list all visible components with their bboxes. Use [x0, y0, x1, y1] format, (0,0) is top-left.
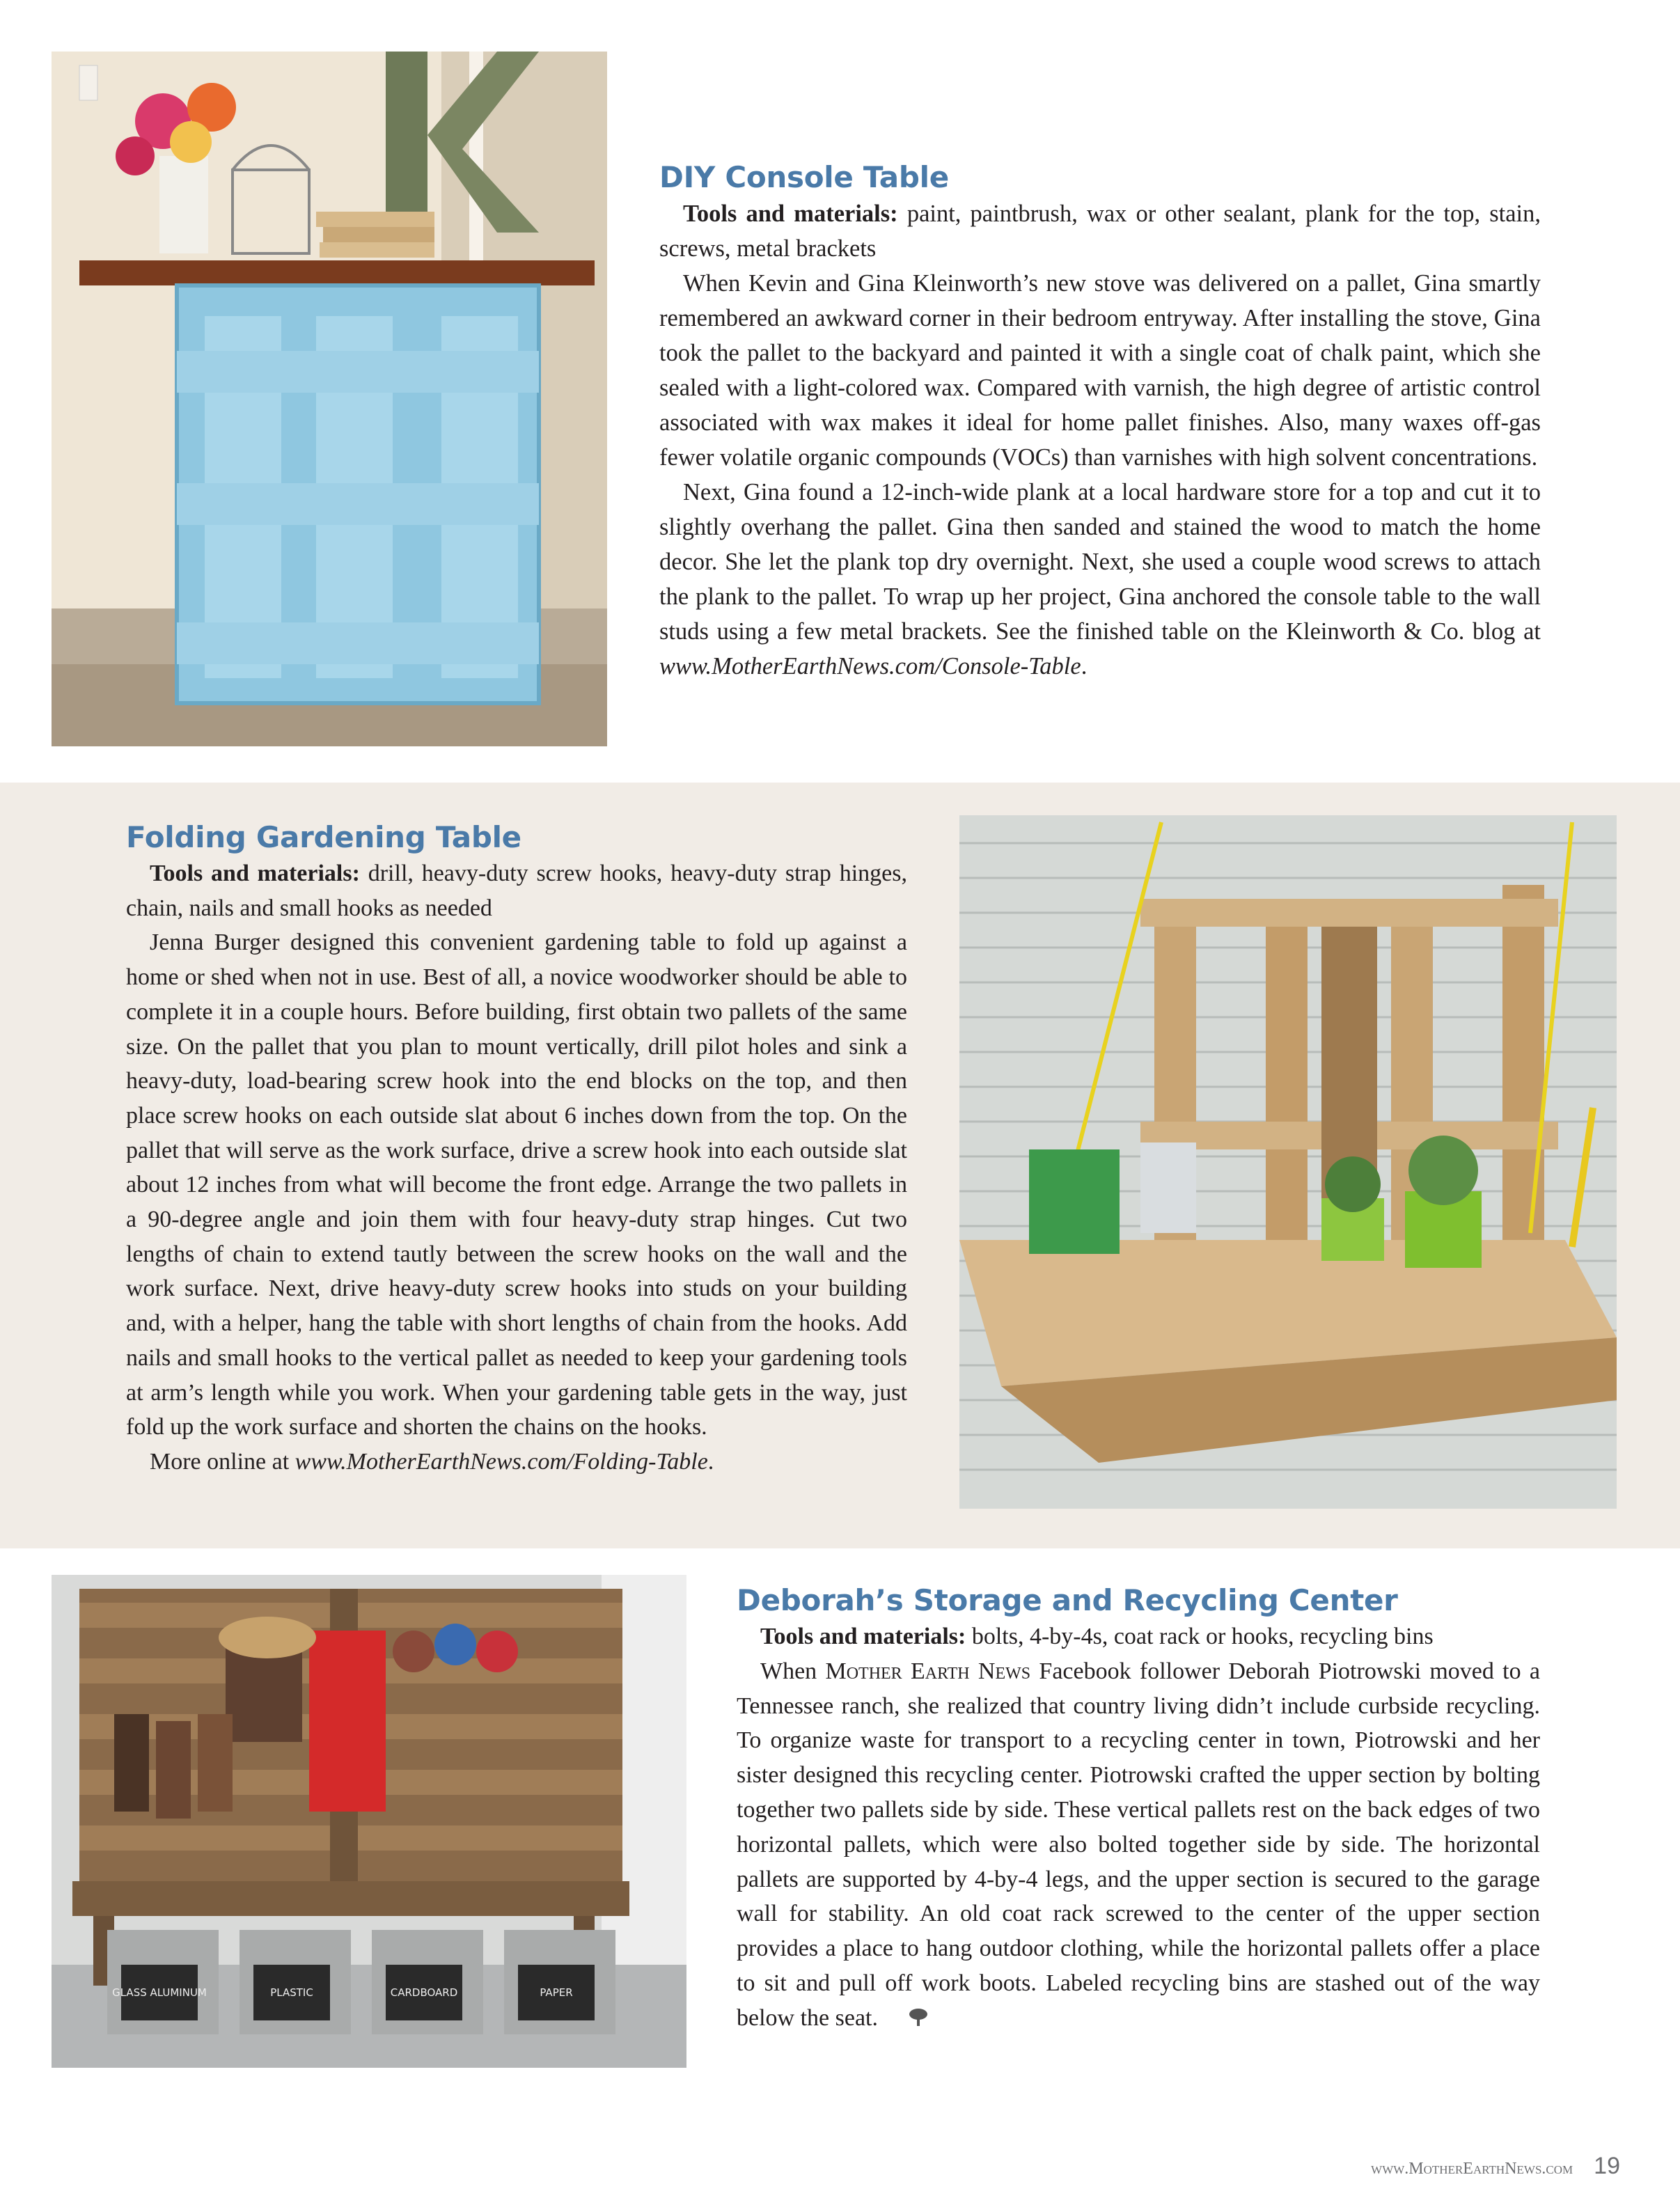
paragraph-start: When — [760, 1658, 826, 1684]
console-table-article — [659, 159, 1541, 684]
footer-website[interactable]: www.MotherEarthNews.com — [1371, 2160, 1573, 2178]
article-link[interactable]: www.MotherEarthNews.com/Folding-Table — [295, 1448, 708, 1475]
page-footer — [1371, 2153, 1620, 2180]
period: . — [1081, 653, 1088, 680]
page-number: 19 — [1594, 2153, 1620, 2179]
paragraph: When Kevin and Gina Kleinworth’s new stove was delivered on a pallet, Gina smartly remembered an awkward corner in their bedroom entryway. After installing the stove, Gina took the pallet to the backyard and painted it with a single coat of chalk paint, which she sealed with a light-colored wax. Compared with varnish, the high degree of artistic control associated with wax makes it ideal for home pallet finishes. Also, many waxes off-gas fewer volatile organic compounds (VOCs) than varnishes with high solvent concentrations. — [659, 270, 1541, 471]
paragraph: Next, Gina found a 12-inch-wide plank at a local hardware store for a top and cut it to slightly overhang the pallet. Gina then sanded and stained the wood to match the home decor. She let the plank top dry overnight. Next, she used a couple wood screws to attach the plank to the pallet. To wrap up her project, Gina anchored the console table to the wall studs using a few metal brackets. See the finished table on the Kleinworth & Co. blog at — [659, 479, 1541, 645]
recycling-center-article — [737, 1582, 1540, 2037]
tools-label: Tools and materials: — [683, 201, 898, 227]
article-body — [737, 1619, 1540, 2037]
article-title: Folding Gardening Table — [126, 820, 521, 854]
folding-table-article — [126, 819, 907, 1479]
tools-label: Tools and materials: — [760, 1624, 966, 1649]
article-title: DIY Console Table — [659, 160, 949, 194]
gardening-table-photo — [959, 815, 1617, 1509]
article-body — [126, 856, 907, 1479]
article-body — [659, 196, 1541, 684]
paragraph: Jenna Burger designed this convenient gardening table to fold up against a home or shed when not in use. Best of all, a novice woodworker should be able to complete it in a couple hours. Before building, first obtain two pallets of the same size. On the pallet that you plan to mount vertically, drill pilot holes and sink a heavy-duty, load-bearing screw hook into the end blocks on the top, and then place screw hooks on each outside slat about 6 inches down from the top. On the pallet that will serve as the work surface, drive a screw hook into each outside slat about 12 inches from what will become the front edge. Arrange the two pallets in a 90-degree angle and join them with four heavy-duty strap hinges. Cut two lengths of chain to extend tautly between the screw hooks on the wall and the work surface. Next, drive heavy-duty screw hooks into studs on your building and, with a helper, hang the table with short lengths of chain from the hooks. Add nails and small hooks to the vertical pallet as needed to keep your gardening tools at arm’s length while you work. When your gardening table gets in the way, just fold up the work surface and shorten the chains on the hooks. — [126, 929, 907, 1440]
bin-label: CARDBOARD — [390, 1986, 458, 1999]
console-table-photo — [52, 52, 607, 746]
article-link[interactable]: www.MotherEarthNews.com/Console-Table — [659, 653, 1081, 680]
bin-label: GLASS ALUMINUM — [112, 1986, 207, 1999]
tools-list: paint, paintbrush, wax or other sealant, plank for the top, stain, screws, metal brackets — [659, 201, 1541, 262]
recycling-center-photo — [52, 1575, 686, 2068]
brand-name: Mother Earth News — [825, 1658, 1031, 1684]
bin-label: PAPER — [540, 1986, 573, 1999]
tools-label: Tools and materials: — [150, 861, 360, 886]
article-title: Deborah’s Storage and Recycling Center — [737, 1583, 1398, 1617]
tools-list: drill, heavy-duty screw hooks, heavy-duty strap hinges, chain, nails and small hooks as needed — [126, 861, 907, 921]
paragraph: More online at — [150, 1448, 295, 1475]
tools-list: bolts, 4-by-4s, coat rack or hooks, recycling bins — [966, 1624, 1434, 1649]
period: . — [707, 1448, 714, 1475]
tree-end-mark-icon — [884, 2002, 929, 2037]
bin-label: PLASTIC — [270, 1986, 313, 1999]
paragraph: Facebook follower Deborah Piotrowski moved to a Tennessee ranch, she realized that country living didn’t include curbside recycling. To organize waste for transport to a recycling center in town, Piotrowski and her sister designed this recycling center. Piotrowski crafted the upper section by bolting together two pallets side by side. These vertical pallets rest on the back edges of two horizontal pallets, which were also bolted together side by side. The horizontal pallets are supported by 4-by-4 legs, and the upper section is secured to the garage wall for stability. An old coat rack screwed to the center of the upper section provides a place to hang outdoor clothing, while the horizontal pallets offer a place to sit and pull off work boots. Labeled recycling bins are stashed out of the way below the seat. — [737, 1658, 1540, 2031]
